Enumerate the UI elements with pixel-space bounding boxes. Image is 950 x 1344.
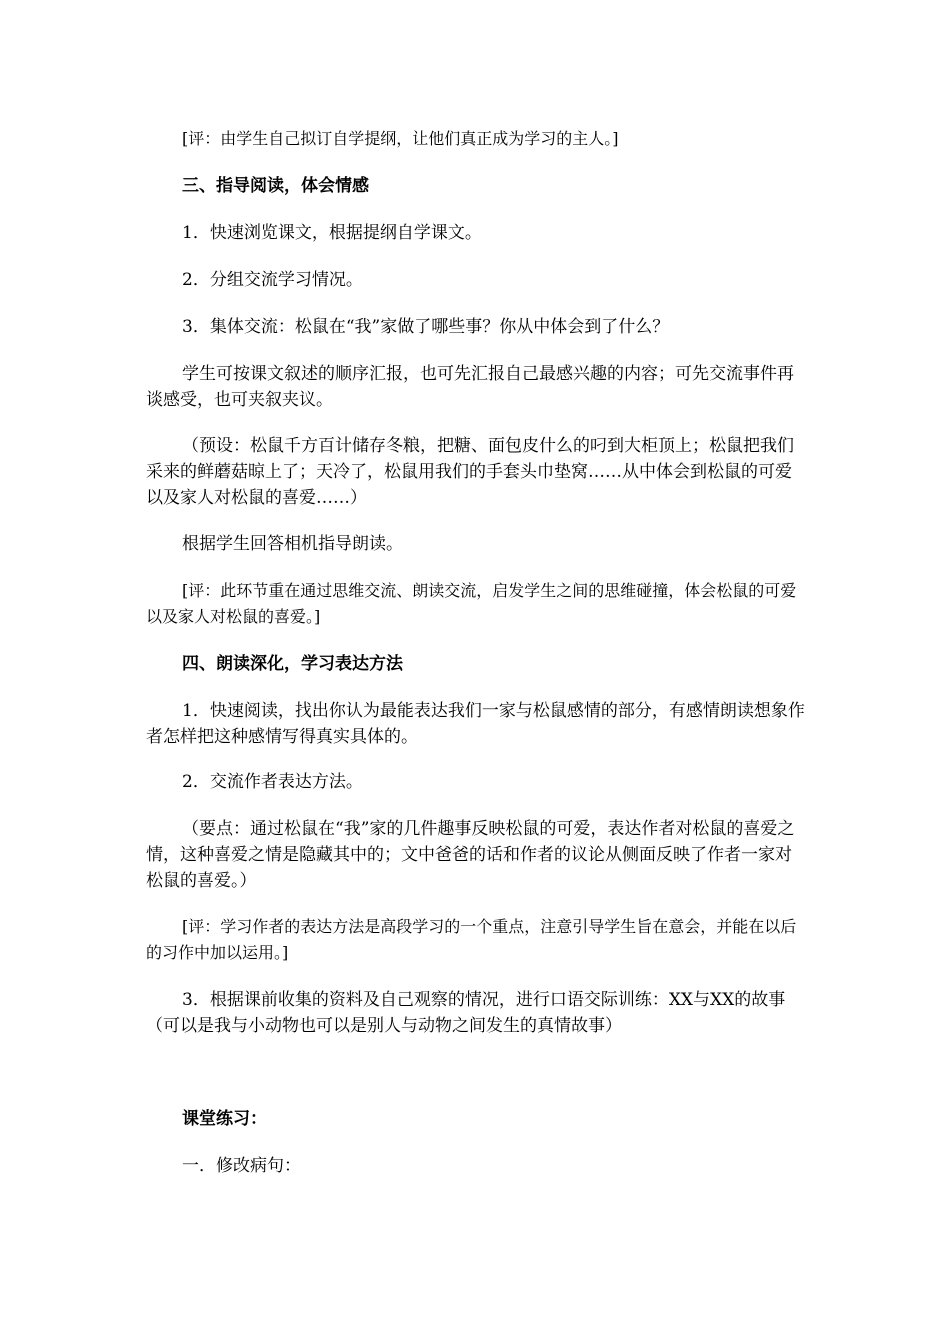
- step-item-3: 3．集体交流：松鼠在“我”家做了哪些事？你从中体会到了什么？: [182, 317, 670, 337]
- body-paragraph-guide-reading: 根据学生回答相机指导朗读。: [182, 534, 403, 554]
- step-item-1: 1．快速浏览课文，根据提纲自学课文。: [182, 223, 482, 243]
- section-heading-4: 四、朗读深化，学习表达方法: [182, 654, 403, 674]
- comment-paragraph-3: [评：学习作者的表达方法是高段学习的一个重点，注意引导学生旨在意会，并能在以后的习作中加以运用。]: [146, 917, 797, 962]
- preset-paragraph: （预设：松鼠千方百计储存冬粮，把糖、面包皮什么的叼到大柜顶上；松鼠把我们采来的鲜蘑菇晾上了；天冷了，松鼠用我们的手套头巾垫窝……从中体会到松鼠的可爱以及家人对松鼠的喜爱……）: [146, 436, 794, 508]
- step-item-2: 2．分组交流学习情况。: [182, 270, 363, 290]
- exercise-heading: 课堂练习：: [182, 1109, 267, 1129]
- step-item-4-2: 2．交流作者表达方法。: [182, 772, 363, 792]
- comment-paragraph-2: [评：此环节重在通过思维交流、朗读交流，启发学生之间的思维碰撞，体会松鼠的可爱以及家人对松鼠的喜爱。]: [146, 581, 797, 626]
- key-points-paragraph: （要点：通过松鼠在“我”家的几件趣事反映松鼠的可爱，表达作者对松鼠的喜爱之情，这种喜爱之情是隐藏其中的；文中爸爸的话和作者的议论从侧面反映了作者一家对松鼠的喜爱。）: [146, 819, 795, 891]
- step-item-4-1: 1．快速阅读，找出你认为最能表达我们一家与松鼠感情的部分，有感情朗读想象作者怎样把这种感情写得真实具体的。: [146, 701, 805, 747]
- section-heading-3: 三、指导阅读，体会情感: [182, 176, 369, 196]
- body-paragraph-report: 学生可按课文叙述的顺序汇报，也可先汇报自己最感兴趣的内容；可先交流事件再谈感受，也可夹叙夹议。: [146, 364, 794, 410]
- comment-paragraph-1: [评：由学生自己拟订自学提纲，让他们真正成为学习的主人。]: [182, 129, 619, 148]
- step-item-4-3: 3．根据课前收集的资料及自己观察的情况，进行口语交际训练：XX与XX的故事（可以是我与小动物也可以是别人与动物之间发生的真情故事）: [146, 990, 786, 1036]
- exercise-item-1: 一．修改病句：: [182, 1156, 301, 1176]
